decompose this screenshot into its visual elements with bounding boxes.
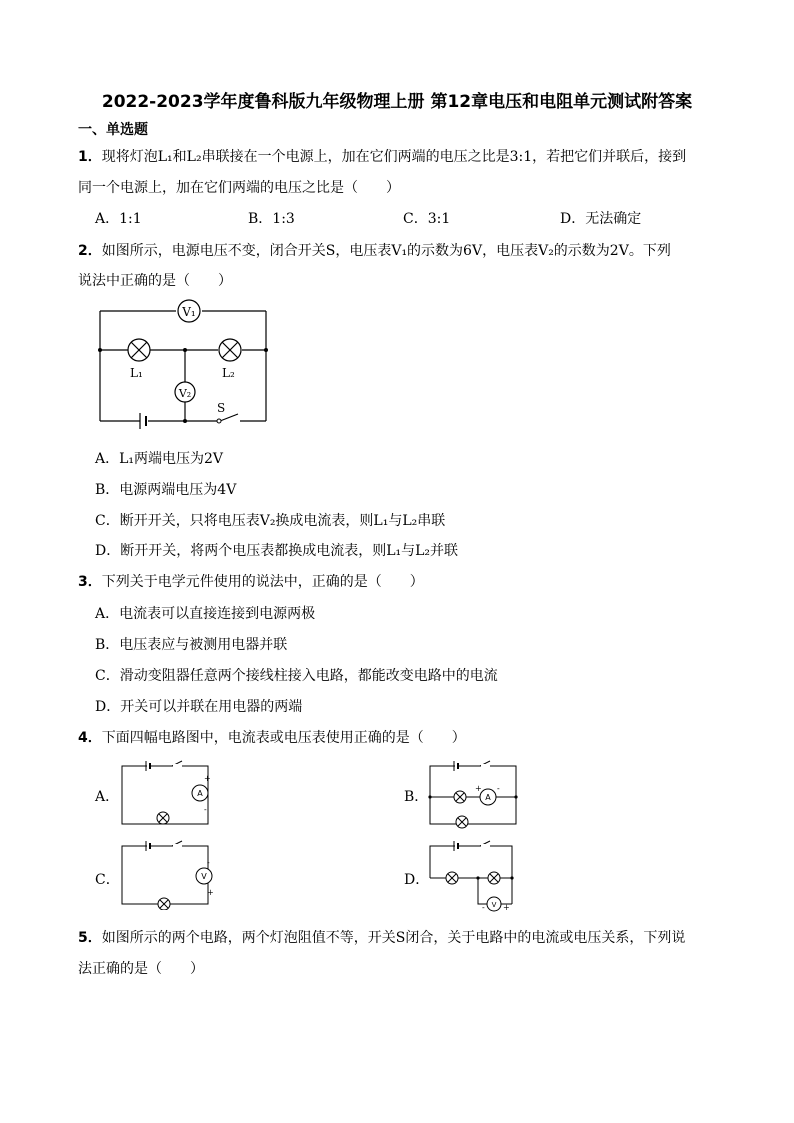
voltmeter-icon [196, 868, 212, 884]
svg-text:A: A [485, 793, 491, 802]
q2-circuit-diagram [90, 296, 275, 431]
lamp-l2-icon [219, 339, 241, 361]
q3-option-b[interactable]: B．电压表应与被测用电器并联 [95, 637, 288, 653]
lamp-icon [454, 791, 466, 803]
voltmeter-v2-icon [175, 382, 195, 402]
question-number: 3． [78, 574, 102, 590]
question-3 [78, 571, 424, 591]
svg-text:-: - [482, 903, 485, 912]
svg-text:-: - [207, 858, 210, 867]
l2-label: L₂ [222, 366, 235, 380]
q4-option-b-label[interactable]: B． [404, 789, 429, 805]
lamp-icon [488, 872, 500, 884]
q2-option-d[interactable]: D．断开开关，将两个电压表都换成电流表，则L₁与L₂并联 [95, 543, 459, 559]
question-text: 下面四幅电路图中，电流表或电压表使用正确的是（ ） [101, 730, 466, 746]
v2-label: V₂ [178, 387, 192, 400]
lamp-l1-icon [128, 339, 150, 361]
voltmeter-icon [487, 897, 501, 911]
q3-option-d[interactable]: D．开关可以并联在用电器的两端 [95, 699, 303, 715]
question-number: 2． [78, 243, 102, 259]
question-text: 如图所示，电源电压不变，闭合开关S，电压表V₁的示数为6V，电压表V₂的示数为2V。下列 [101, 243, 671, 259]
q2-option-b[interactable]: B．电源两端电压为4V [95, 482, 237, 498]
svg-text:+: + [204, 774, 211, 783]
q4-circuit-c[interactable] [118, 838, 218, 910]
question-2-line-2: 说法中正确的是（ ） [78, 273, 232, 289]
q1-option-c[interactable]: C．3:1 [403, 211, 451, 227]
switch-label: S [217, 401, 226, 415]
q1-option-a[interactable]: A．1:1 [95, 211, 142, 227]
page-title: 2022-2023学年度鲁科版九年级物理上册 第12章电压和电阻单元测试附答案 [101, 92, 693, 112]
question-5 [78, 927, 685, 947]
svg-text:A: A [197, 789, 203, 798]
q2-option-c[interactable]: C．断开开关，只将电压表V₂换成电流表，则L₁与L₂串联 [95, 513, 446, 529]
svg-text:V: V [201, 872, 207, 881]
svg-text:-: - [204, 805, 207, 814]
voltmeter-v1-icon [178, 300, 200, 322]
question-1 [78, 146, 686, 166]
q4-option-c-label[interactable]: C． [95, 872, 120, 888]
q4-circuit-a[interactable] [118, 760, 218, 830]
q4-circuit-d[interactable] [426, 838, 526, 914]
ammeter-icon [480, 789, 496, 805]
v1-label: V₁ [182, 305, 196, 319]
question-5-line-2: 法正确的是（ ） [78, 961, 204, 977]
lamp-icon [456, 816, 468, 828]
lamp-icon [446, 872, 458, 884]
question-number: 5． [78, 930, 102, 946]
svg-text:+: + [207, 888, 214, 897]
question-4 [78, 727, 466, 747]
lamp-icon [158, 898, 170, 910]
question-text: 如图所示的两个电路，两个灯泡阻值不等，开关S闭合，关于电路中的电流或电压关系，下列说 [101, 930, 686, 946]
question-text: 下列关于电学元件使用的说法中，正确的是（ ） [101, 574, 424, 590]
q1-option-b[interactable]: B．1:3 [248, 211, 295, 227]
ammeter-icon [192, 785, 208, 801]
q1-option-d[interactable]: D．无法确定 [560, 211, 642, 227]
question-2 [78, 240, 671, 260]
q2-option-a[interactable]: A．L₁两端电压为2V [95, 451, 224, 467]
question-text: 现将灯泡L₁和L₂串联接在一个电源上，加在它们两端的电压之比是3:1，若把它们并联后，接到 [101, 149, 687, 165]
svg-text:+: + [503, 903, 510, 912]
svg-text:-: - [497, 784, 500, 793]
q4-option-d-label[interactable]: D． [404, 872, 430, 888]
svg-text:+: + [475, 784, 482, 793]
question-number: 1． [78, 149, 102, 165]
svg-text:V: V [491, 901, 497, 909]
lamp-icon [157, 812, 169, 824]
q3-option-c[interactable]: C．滑动变阻器任意两个接线柱接入电路，都能改变电路中的电流 [95, 668, 498, 684]
l1-label: L₁ [130, 366, 143, 380]
question-number: 4． [78, 730, 102, 746]
question-1-line-2: 同一个电源上，加在它们两端的电压之比是（ ） [78, 180, 400, 196]
q4-circuit-b[interactable] [426, 760, 526, 832]
q4-option-a-label[interactable]: A． [95, 789, 120, 805]
q3-option-a[interactable]: A．电流表可以直接连接到电源两极 [95, 606, 316, 622]
section-heading: 一、单选题 [78, 122, 148, 138]
